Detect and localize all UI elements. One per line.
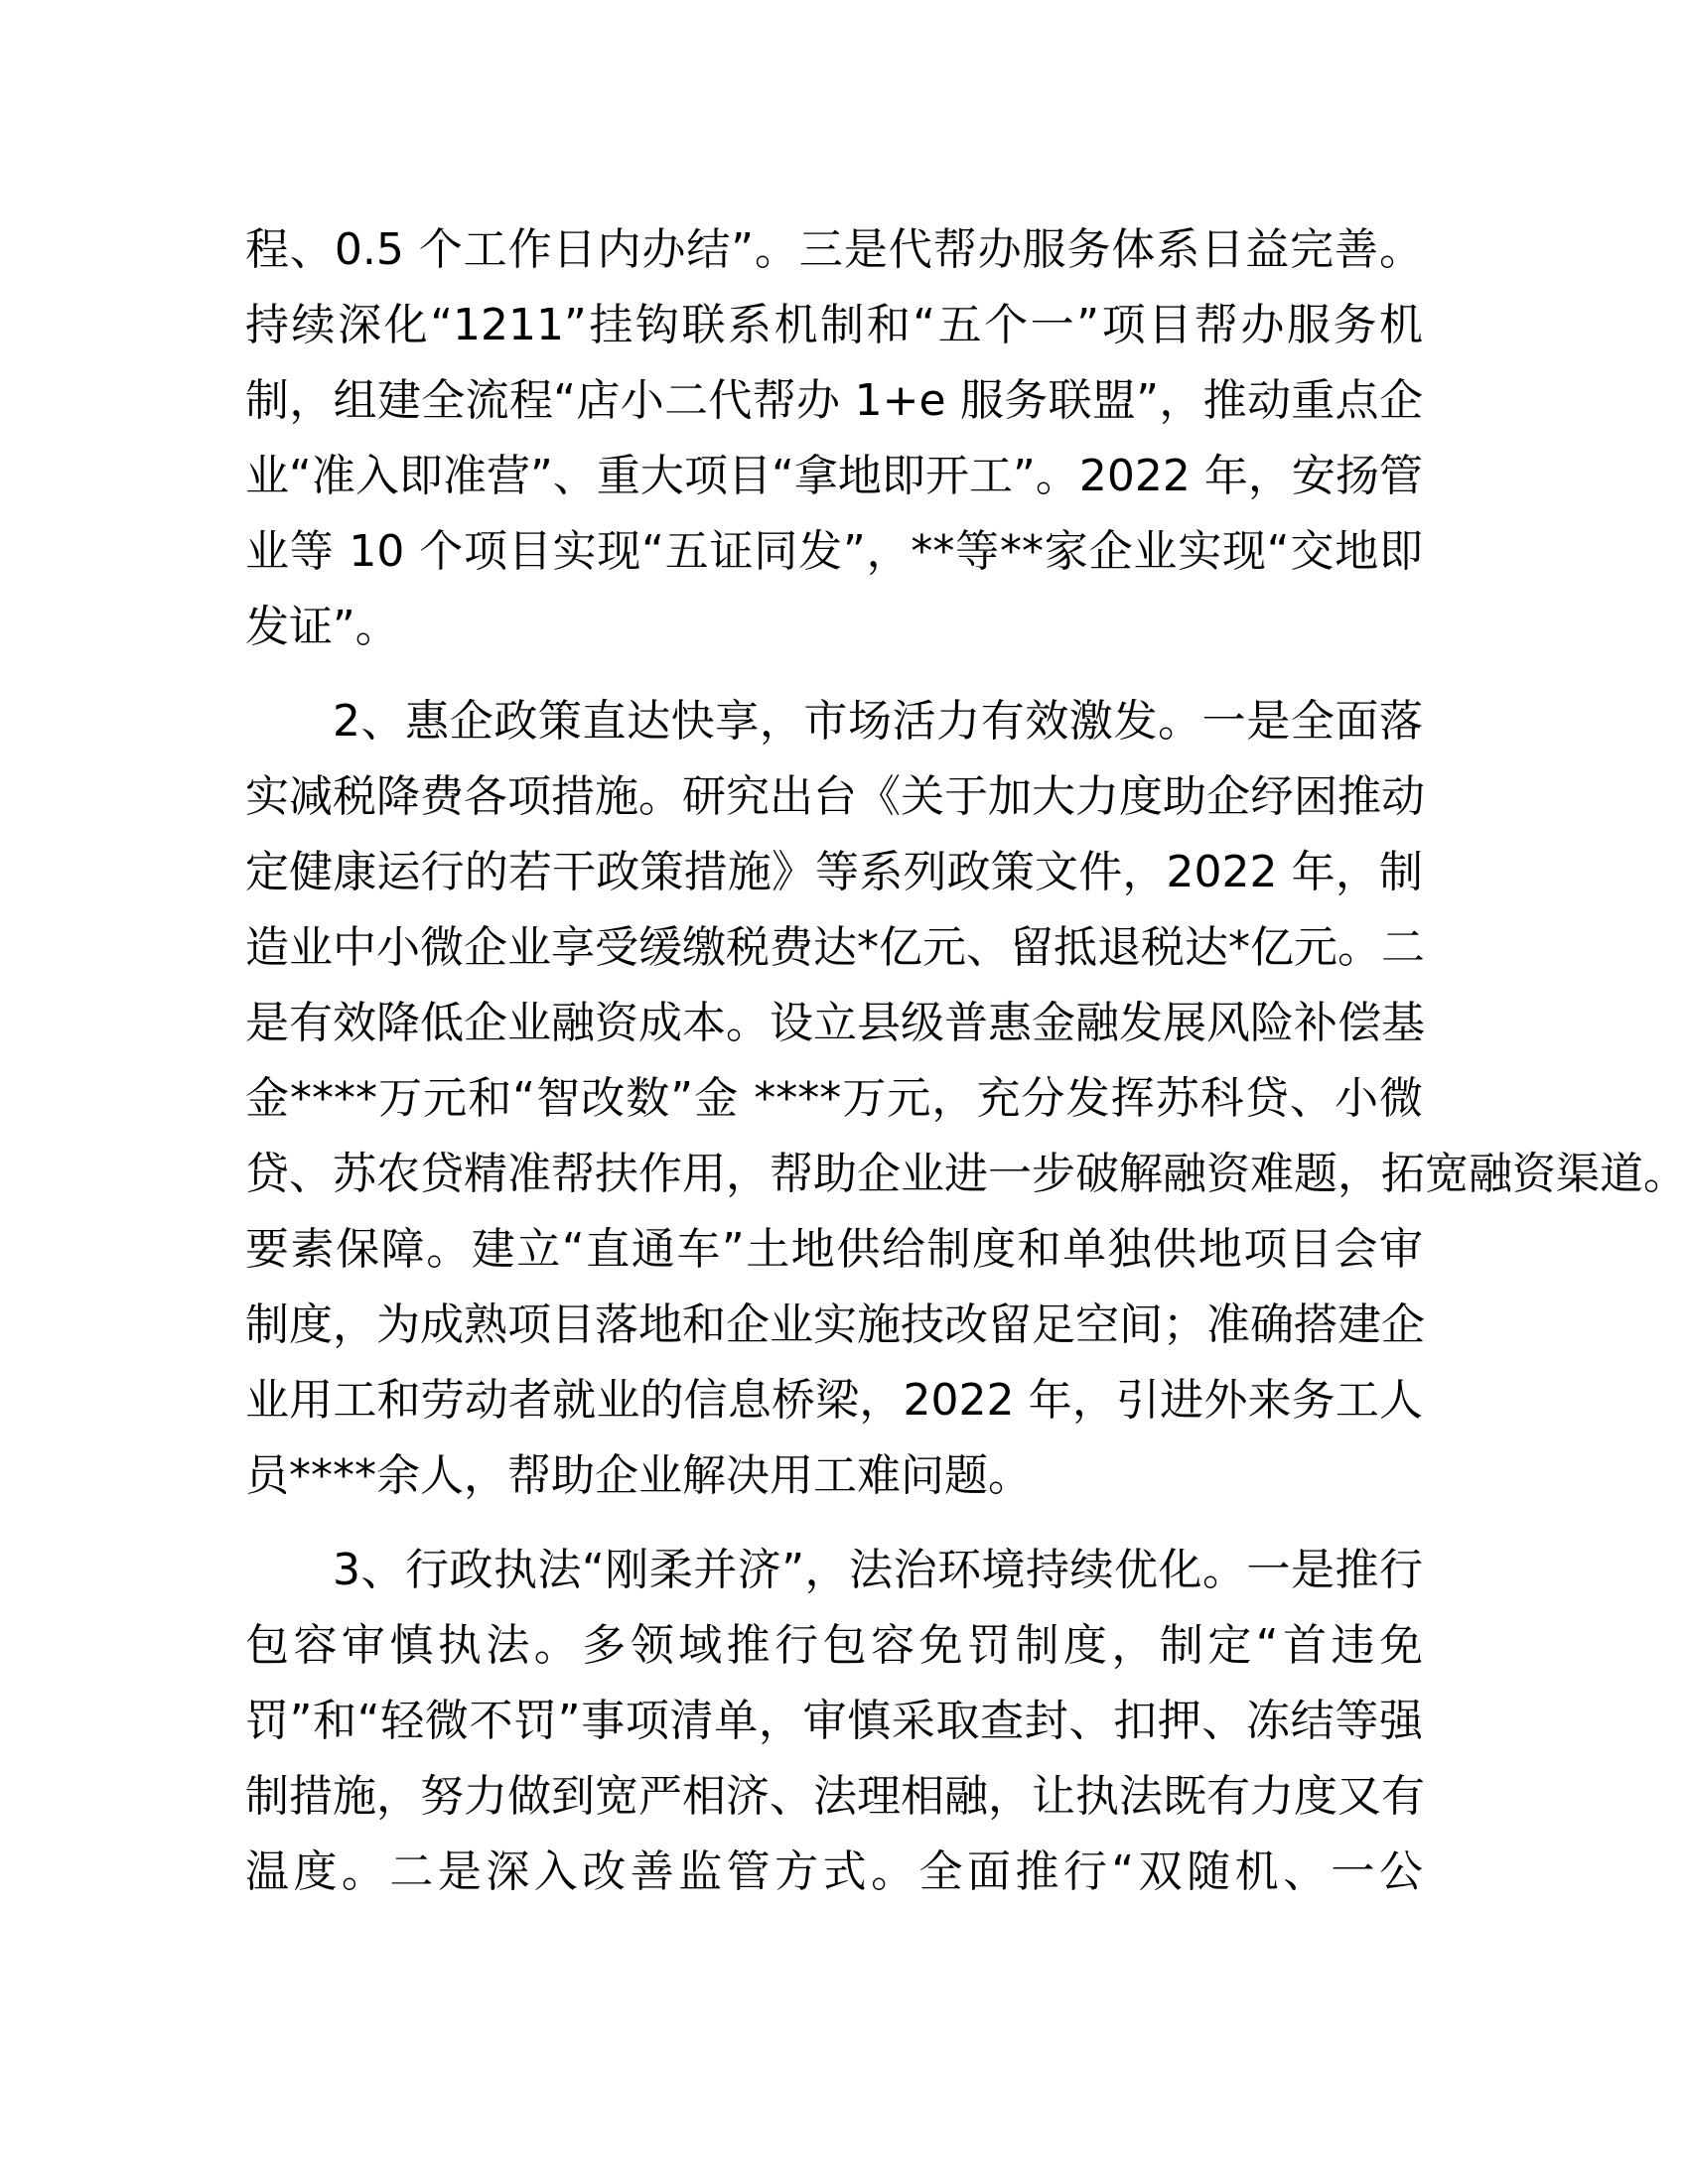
paragraph-1 [245,212,1423,665]
text-line: 造业中小微企业享受缓缴税费达*亿元、留抵退税达*亿元。二 [245,922,1425,973]
paragraph-heading-line: 2、惠企政策直达快享，市场活力有效激发。一是全面落 [333,696,1423,747]
paragraph-3 [245,1533,1423,1910]
text-line: 实减税降费各项措施。研究出台《关于加大力度助企纾困推动 [245,771,1425,822]
text-line: 罚”和“轻微不罚”事项清单，审慎采取查封、扣押、冻结等强 [245,1696,1423,1746]
text-line: 定健康运行的若干政策措施》等系列政策文件，2022 年，制 [245,847,1423,897]
text-line: 金****万元和“智改数”金 ****万元，充分发挥苏科贷、小微 [245,1073,1423,1124]
document-page [245,212,1687,1910]
text-line: 贷、苏农贷精准帮扶作用，帮助企业进一步破解融资难题，拓宽融资渠道。 [245,1149,1687,1199]
text-line: 业等 10 个项目实现“五证同发”，**等**家企业实现“交地即 [245,526,1424,577]
text-line: 程、0.5 个工作日内办结”。三是代帮办服务体系日益完善。 [245,224,1423,275]
paragraph-heading-line: 3、行政执法“刚柔并济”，法治环境持续优化。一是推行 [333,1545,1423,1595]
text-line: 是有效降低企业融资成本。设立县级普惠金融发展风险补偿基 [245,998,1425,1048]
text-line: 制措施，努力做到宽严相济、法理相融，让执法既有力度又有 [245,1771,1425,1822]
text-line: 持续深化“1211”挂钩联系机制和“五个一”项目帮办服务机 [245,300,1423,350]
text-line: 温度。二是深入改善监管方式。全面推行“双随机、一公 [245,1846,1423,1897]
text-line: 要素保障。建立“直通车”土地供给制度和单独供地项目会审 [245,1224,1423,1275]
text-line: 业用工和劳动者就业的信息桥梁，2022 年，引进外来务工人 [245,1375,1423,1426]
text-line: 员****余人，帮助企业解决用工难问题。 [245,1450,1032,1501]
paragraph-2 [245,684,1687,1514]
text-line: 发证”。 [245,602,399,652]
text-line: 包容审慎执法。多领域推行包容免罚制度，制定“首违免 [245,1620,1423,1671]
text-line: 业“准入即准营”、重大项目“拿地即开工”。2022 年，安扬管 [245,451,1423,501]
text-line: 制，组建全流程“店小二代帮办 1+e 服务联盟”，推动重点企 [245,375,1423,426]
text-line: 制度，为成熟项目落地和企业实施技改留足空间；准确搭建企 [245,1299,1425,1350]
